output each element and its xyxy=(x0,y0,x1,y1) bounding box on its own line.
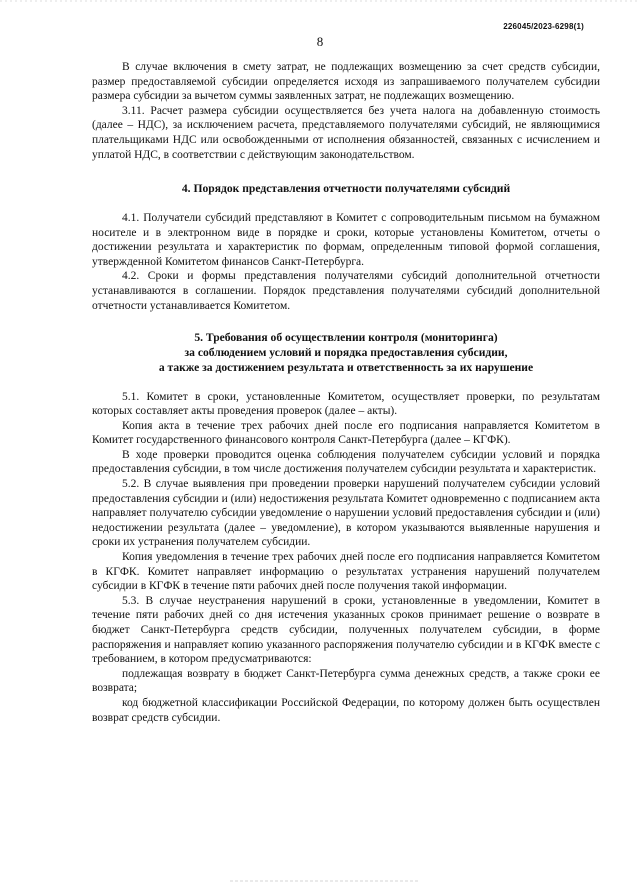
paragraph-5-2: 5.2. В случае выявления при проведении проверки нарушений получателем субсидии условий предоставления субсидии и (или) недостижения результата Комитет одновременно с подписанием акта направляет получателю субсидии уведомление о нарушении условий предоставления субсидии и (или) недостижении результата (далее – уведомление), в котором указываются выявленные нарушения и сроки их устранения получателем субсидии. xyxy=(92,478,600,549)
paragraph-5-3-amount: подлежащая возврату в бюджет Санкт-Петербурга сумма денежных средств, а также сроки ее возврата; xyxy=(92,667,600,695)
paragraph-5-1: 5.1. Комитет в сроки, установленные Комитетом, осуществляет проверки, по результатам которых составляет акты проведения проверок (далее – акты). xyxy=(92,390,600,418)
paragraph-5-1-copy: Копия акта в течение трех рабочих дней после его подписания направляется Комитетом в Комитет государственного финансового контроля Санкт-Петербурга (далее – КГФК). xyxy=(92,419,600,447)
section-5-title-line-2: за соблюдением условий и порядка предоставления субсидии, xyxy=(184,345,508,359)
section-5-title-line-1: 5. Требования об осуществлении контроля (мониторинга) xyxy=(194,331,498,345)
paragraph-4-1: 4.1. Получатели субсидий представляют в Комитет с сопроводительным письмом на бумажном носителе и в электронном виде в порядке и сроки, которые установлены Комитетом, отчеты о достижении результата и характеристик по формам, определенным типовой формой соглашения, утвержденной Комитетом финансов Санкт-Петербурга. xyxy=(92,211,600,268)
paragraph-5-3-budget-code: код бюджетной классификации Российской Федерации, по которому должен быть осуществлен возврат средств субсидии. xyxy=(92,696,600,724)
paragraph-5-3: 5.3. В случае неустранения нарушений в сроки, установленные в уведомлении, Комитет в течение пяти рабочих дней со дня истечения указанных сроков принимает решение о возврате в бюджет Санкт-Петербурга средств субсидии, полученных получателем субсидии, в форме распоряжения и направляет копию указанного распоряжения получателю субсидии и в КГФК вместе с требованием, в котором предусматриваются: xyxy=(92,594,600,666)
paragraph-3-11: 3.11. Расчет размера субсидии осуществляется без учета налога на добавленную стоимость (далее – НДС), за исключением расчета, представляемого получателями субсидий, не являющимися плательщиками НДС или освобожденными от исполнения обязанностей, связанных с исчислением и уплатой НДС, в соответствии с действующим законодательством. xyxy=(92,104,600,161)
scan-artifact-bottom xyxy=(0,876,640,886)
paragraph-5-1-assessment: В ходе проверки проводится оценка соблюдения получателем субсидии условий и порядка предоставления субсидии, в том числе достижения получателем субсидии результата и характеристик. xyxy=(92,448,600,476)
section-5-title-line-3: а также за достижением результата и ответственность за их нарушение xyxy=(158,360,534,374)
scan-artifact-top xyxy=(0,0,640,4)
section-4-title: 4. Порядок представления отчетности получателями субсидий xyxy=(181,182,511,196)
section-5-title xyxy=(92,331,600,375)
paragraph-4-2: 4.2. Сроки и формы представления получателями субсидий дополнительной отчетности устанавливаются в соглашении. Порядок представления получателями субсидий дополнительной отчетности устанавливается Комитетом. xyxy=(92,270,600,312)
page-number: 8 xyxy=(316,34,324,49)
document-registration-number: 226045/2023-6298(1) xyxy=(503,22,584,31)
paragraph-vat-excluded-costs: В случае включения в смету затрат, не подлежащих возмещению за счет средств субсидии, размер предоставляемой субсидии определяется исходя из запрашиваемого получателем субсидии размера субсидии за вычетом суммы заявленных затрат, не подлежащих возмещению. xyxy=(92,61,600,103)
document-body xyxy=(92,60,600,725)
paragraph-5-2-copy: Копия уведомления в течение трех рабочих дней после его подписания направляется Комитетом в КГФК. Комитет направляет информацию о результатах устранения нарушений получателем субсидии в КГФК в течение пяти рабочих дней после получения такой информации. xyxy=(92,551,600,593)
